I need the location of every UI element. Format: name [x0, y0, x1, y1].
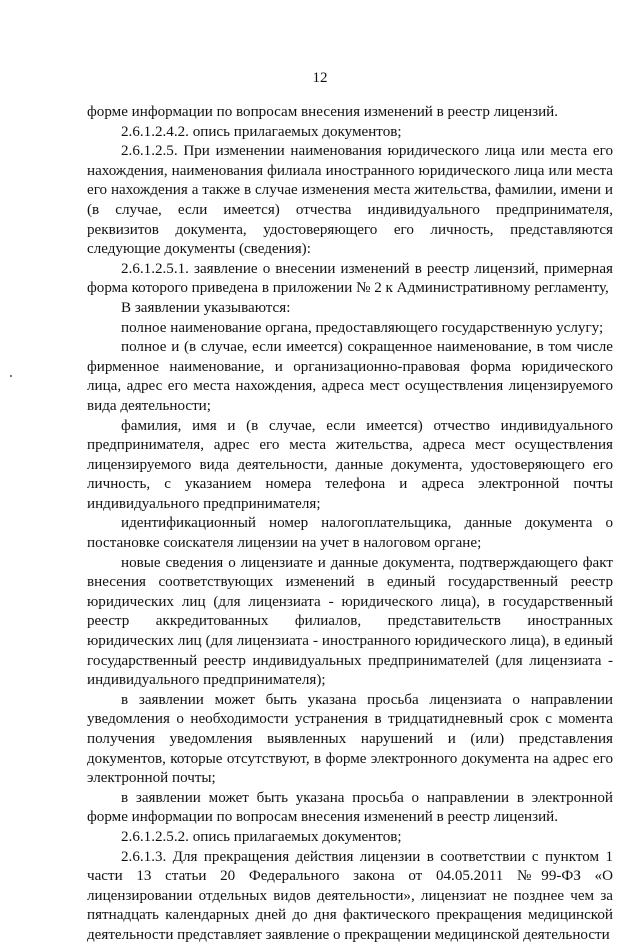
paragraph: 2.6.1.2.5. При изменении наименования юридического лица или места его нахождения, наименования филиала иностранного юридического лица или места его нахождения а также в случае изменения места жительства, фамилии, имени и (в случае, если имеется) отчества индивидуального предпринимателя, реквизитов документа, удостоверяющего его личность, представляются следующие документы (сведения): [87, 143, 613, 258]
paragraph: полное и (в случае, если имеется) сокращенное наименование, в том числе фирменное наименование, и организационно-правовая форма юридического лица, адрес его места нахождения, адреса мест осуществления лицензируемого вида деятельности; [87, 339, 613, 414]
document-body [87, 103, 613, 946]
paragraph: идентификационный номер налогоплательщика, данные документа о постановке соискателя лицензии на учет в налоговом органе; [87, 515, 613, 552]
paragraph: В заявлении указываются: [121, 299, 291, 316]
paragraph: 2.6.1.3. Для прекращения действия лицензии в соответствии с пунктом 1 части 13 статьи 20 Федерального закона от 04.05.2011 №99-ФЗ «О лицензировании отдельных видов деятельности», лицензиат не позднее чем за пятнадцать календарных дней до дня фактического прекращения медицинской деятельности представляет заявление о прекращении медицинской деятельности [87, 848, 613, 943]
paragraph: 2.6.1.2.4.2. опись прилагаемых документов; [121, 123, 402, 140]
paragraph: в заявлении может быть указана просьба лицензиата о направлении уведомления о необходимости устранения в тридцатидневный срок с момента получения уведомления выявленных нарушений и (или) представления документов, которые отсутствуют, в форме электронного документа на адрес его электронной почты; [87, 691, 613, 787]
paragraph: форме информации по вопросам внесения изменений в реестр лицензий. [87, 104, 559, 120]
paragraph: 2.6.1.2.5.2. опись прилагаемых документов; [121, 828, 402, 845]
paragraph: полное наименование органа, предоставляющего государственную услугу; [121, 319, 604, 336]
paragraph: 2.6.1.2.5.1. заявление о внесении изменений в реестр лицензий, примерная форма которого приведена в приложении № 2 к Административному регламенту, [87, 260, 613, 297]
paragraph: новые сведения о лицензиате и данные документа, подтверждающего факт внесения соответствующих изменений в единый государственный реестр юридических лиц (для лицензиата - юридического лица), в государственный реестр аккредитованных филиалов, представительств иностранных юридических лиц (для лицензиата - иностранного юридического лица), в единый государственный реестр индивидуальных предпринимателей (для лицензиата - индивидуального предпринимателя); [87, 554, 613, 689]
paragraph: в заявлении может быть указана просьба о направлении в электронной форме информации по вопросам внесения изменений в реестр лицензий. [87, 789, 613, 826]
page-number: 12 [312, 70, 328, 86]
scan-speck [10, 375, 12, 377]
paragraph: фамилия, имя и (в случае, если имеется) отчество индивидуального предпринимателя, адрес его места жительства, адреса мест осуществления лицензируемого вида деятельности, данные документа, удостоверяющего его личность, с указанием номера телефона и адреса электронной почты индивидуального предпринимателя; [87, 417, 613, 512]
